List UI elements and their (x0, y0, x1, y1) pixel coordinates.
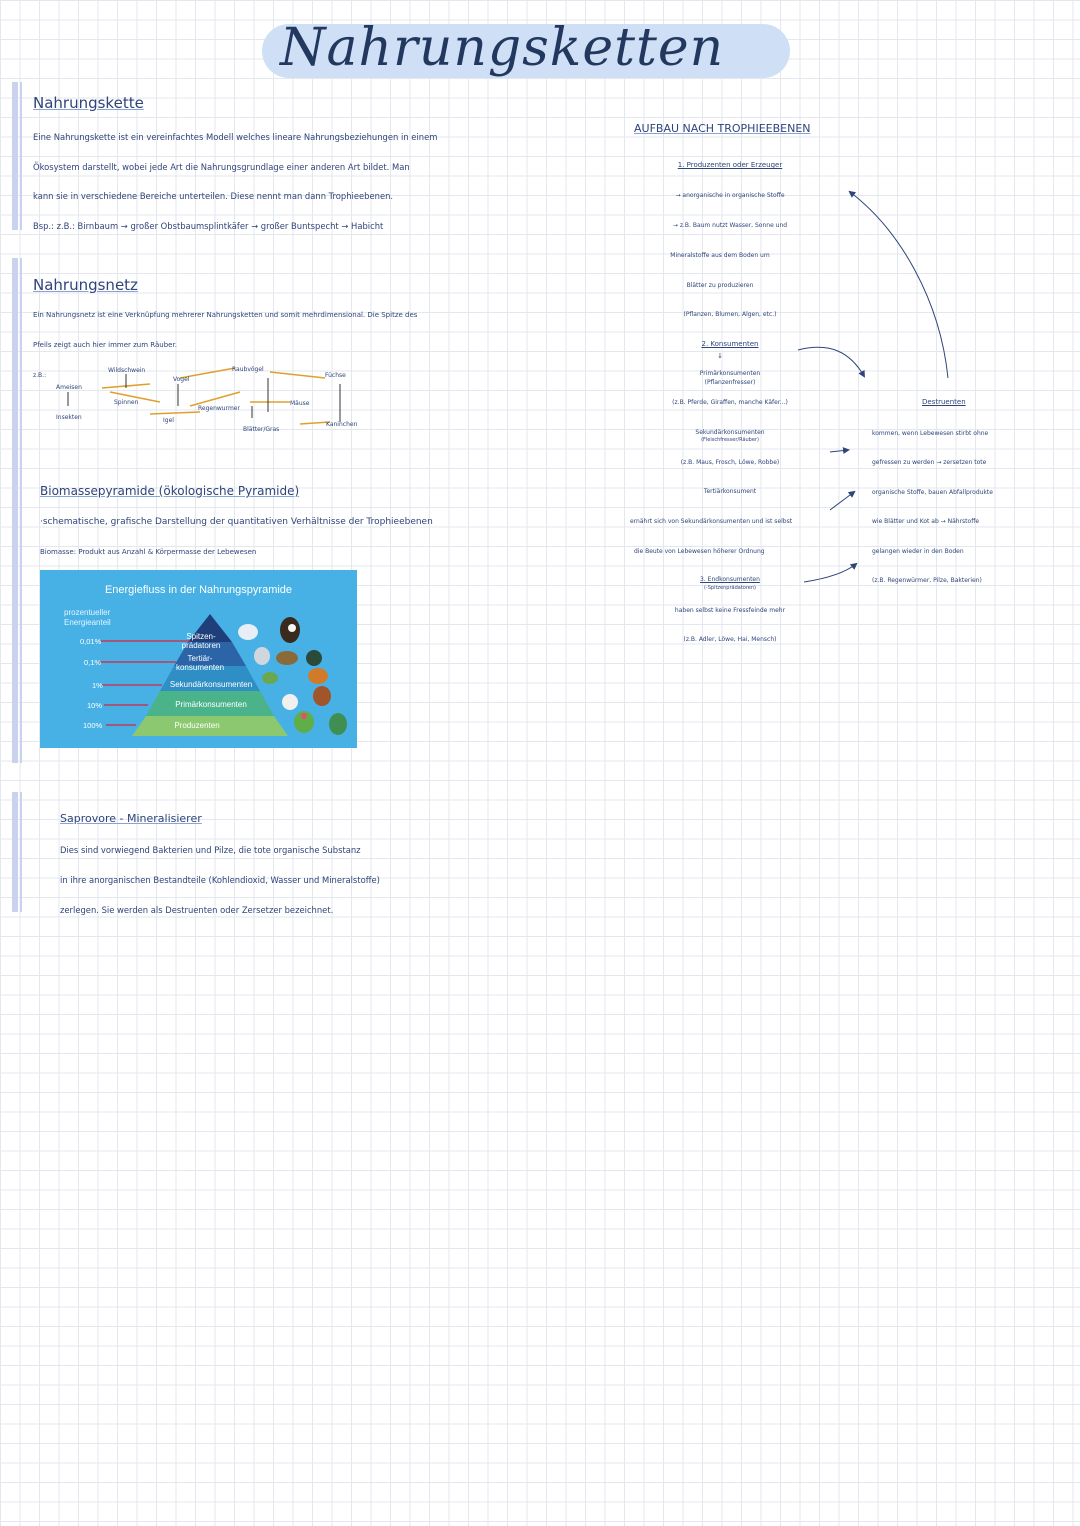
destruenten-line-1: kommen, wenn Lebewesen stirbt ohne (872, 430, 989, 437)
web-node-ameisen: Ameisen (56, 384, 82, 391)
kette-example: Bsp.: z.B.: Birnbaum → großer Obstbaumsplintkäfer → großer Buntspecht → Habicht (33, 221, 384, 231)
pyramid-animal (282, 694, 298, 710)
aufbau-primaer-eg: (z.B. Pferde, Giraffen, manche Käfer...) (672, 399, 788, 406)
margin-bar-1 (12, 82, 18, 230)
pyramid-animal (306, 650, 322, 666)
web-edge (150, 412, 200, 414)
aufbau-produzenten: 1. Produzenten oder Erzeuger (677, 161, 783, 169)
aufbau-endkonsumenten: 3. Endkonsumenten (700, 576, 760, 583)
pyramid-level-spitzen: Spitzen-prädatoren (181, 632, 221, 650)
page-title: Nahrungsketten (280, 18, 725, 78)
destruenten-line-2: gefressen zu werden → zersetzen tote (872, 459, 987, 466)
heading-aufbau: AUFBAU NACH TROPHIEEBENEN (634, 122, 811, 135)
aufbau-endkonsumenten-sub: (-Spitzenprädatoren) (703, 585, 756, 591)
pyramid-animal (308, 668, 328, 684)
web-node-raubvoegel: Raubvögel (232, 366, 264, 373)
web-node-regenwurmer: Regenwurmer (198, 405, 240, 412)
kette-line-1: Eine Nahrungskette ist ein vereinfachtes Modell welches lineare Nahrungsbeziehungen in einem (33, 132, 438, 142)
aufbau-line-6: (Pflanzen, Blumen, Algen, etc.) (683, 311, 777, 318)
arrow-konsumenten-destruenten (798, 347, 864, 376)
energy-pyramid-figure (40, 570, 357, 748)
pyramid-level-sekundaer: Sekundärkonsumenten (169, 680, 253, 689)
web-node-igel: Igel (163, 417, 174, 424)
pyramid-animal (254, 647, 270, 665)
netz-line-2: Pfeils zeigt auch hier immer zum Räuber. (33, 341, 177, 349)
aufbau-end-line: haben selbst keine Fressfeinde mehr (674, 607, 786, 614)
aufbau-konsumenten: 2. Konsumenten (701, 340, 759, 348)
destruenten-line-5: gelangen wieder in den Boden (872, 548, 964, 555)
web-node-insekten: Insekten (56, 414, 82, 421)
kette-line-3: kann sie in verschiedene Bereiche unterteilen. Diese nennt man dann Trophieebenen. (33, 191, 394, 201)
pyramide-line-1: ·schematische, grafische Darstellung der quantitativen Verhältnisse der Trophieebenen (40, 517, 433, 527)
pyramid-flower (301, 713, 307, 719)
margin-bar-1b (20, 82, 22, 230)
pyramid-animal (276, 651, 298, 665)
pyramid-percent-5: 100% (83, 721, 103, 730)
saprovore-line-3: zerlegen. Sie werden als Destruenten oder Zersetzer bezeichnet. (60, 905, 334, 915)
heading-biomassepyramide: Biomassepyramide (ökologische Pyramide) (40, 484, 300, 498)
aufbau-line-3: → z.B. Baum nutzt Wasser, Sonne und (672, 222, 788, 229)
arrow-end-destruenten (804, 564, 856, 582)
aufbau-tertiaer: Tertiärkonsument (703, 488, 757, 495)
heading-nahrungsnetz: Nahrungsnetz (33, 276, 138, 294)
aufbau-arrow: ↓ (717, 352, 723, 360)
web-node-maeuse: Mäuse (290, 400, 310, 407)
web-node-blaetter: Blätter/Gras (243, 426, 280, 433)
pyramid-percent-4: 10% (87, 701, 103, 710)
aufbau-sekundaer-eg: (z.B. Maus, Frosch, Löwe, Robbe) (680, 459, 780, 466)
web-node-wildschwein: Wildschwein (108, 367, 146, 374)
aufbau-sekundaer: Sekundärkonsumenten (695, 429, 765, 436)
arrow-destruenten-produzenten (850, 192, 948, 378)
cycle-arrows (790, 180, 970, 600)
arrow-tertiaer2-destruenten (830, 492, 854, 510)
netz-eg: z.B.: (33, 372, 47, 379)
margin-bar-2 (12, 258, 18, 763)
aufbau-sekundaer-sub: (Fleischfresser/Räuber) (701, 437, 759, 443)
destruenten-line-3: organische Stoffe, bauen Abfallprodukte (872, 489, 993, 496)
pyramid-percent-3: 1% (92, 681, 103, 690)
pyramid-level-primaer: Primärkonsumenten (175, 700, 247, 709)
pyramid-animal (288, 624, 296, 632)
pyramid-plant (329, 713, 347, 735)
saprovore-line-2: in ihre anorganischen Bestandteile (Kohlendioxid, Wasser und Mineralstoffe) (60, 875, 380, 885)
arrow-tertiaer-destruenten (830, 450, 848, 452)
netz-line-1: Ein Nahrungsnetz ist eine Verknüpfung mehrerer Nahrungsketten und somit mehrdimensional. Die Spitze des (33, 311, 418, 319)
aufbau-end-eg: (z.B. Adler, Löwe, Hai, Mensch) (683, 636, 777, 643)
aufbau-primaer-sub: (Pflanzenfresser) (704, 379, 756, 386)
aufbau-line-5: Blätter zu produzieren (686, 282, 754, 289)
margin-bar-3b (20, 792, 22, 912)
pyramid-animal (238, 624, 258, 640)
pyramide-line-2: Biomasse: Produkt aus Anzahl & Körpermasse der Lebewesen (40, 548, 257, 556)
margin-bar-2b (20, 258, 22, 763)
kette-line-2: Ökosystem darstellt, wobei jede Art die Nahrungsgrundlage einer anderen Art bildet. Man (33, 162, 410, 172)
web-node-fuechse: Füchse (325, 372, 346, 379)
pyramid-axis-label-1: prozentueller (64, 608, 111, 617)
pyramid-level-produzenten: Produzenten (174, 721, 220, 730)
heading-nahrungskette: Nahrungskette (33, 94, 144, 112)
destruenten-line-4: wie Blätter und Kot ab → Nährstoffe (872, 518, 980, 525)
aufbau-primaer: Primärkonsumenten (699, 370, 761, 377)
web-edge (190, 392, 240, 406)
aufbau-tertiaer-1: ernährt sich von Sekundärkonsumenten und ist selbst (630, 518, 793, 525)
web-edge (270, 372, 325, 378)
aufbau-line-4: Mineralstoffe aus dem Boden um (670, 252, 770, 259)
web-node-spinnen: Spinnen (114, 399, 139, 406)
heading-destruenten: Destruenten (922, 398, 966, 406)
pyramid-level-tertiaer: Tertiär-konsumenten (175, 654, 225, 672)
destruenten-line-6: (z.B. Regenwürmer, Pilze, Bakterien) (872, 577, 982, 584)
heading-saprovore: Saprovore - Mineralisierer (60, 812, 202, 825)
margin-bar-3 (12, 792, 18, 912)
pyramid-animal (313, 686, 331, 706)
aufbau-tertiaer-2: die Beute von Lebewesen höherer Ordnung (634, 548, 765, 555)
pyramid-percent-2: 0,1% (84, 658, 102, 667)
web-node-kaninchen: Kaninchen (326, 421, 358, 428)
saprovore-line-1: Dies sind vorwiegend Bakterien und Pilze, die tote organische Substanz (60, 845, 361, 855)
pyramid-axis-label-2: Energieanteil (64, 618, 111, 627)
pyramid-title: Energiefluss in der Nahrungspyramide (104, 584, 293, 596)
pyramid-percent-1: 0,01% (80, 637, 102, 646)
aufbau-line-2: → anorganische in organische Stoffe (675, 192, 785, 199)
web-node-vogel: Vogel (173, 376, 190, 383)
